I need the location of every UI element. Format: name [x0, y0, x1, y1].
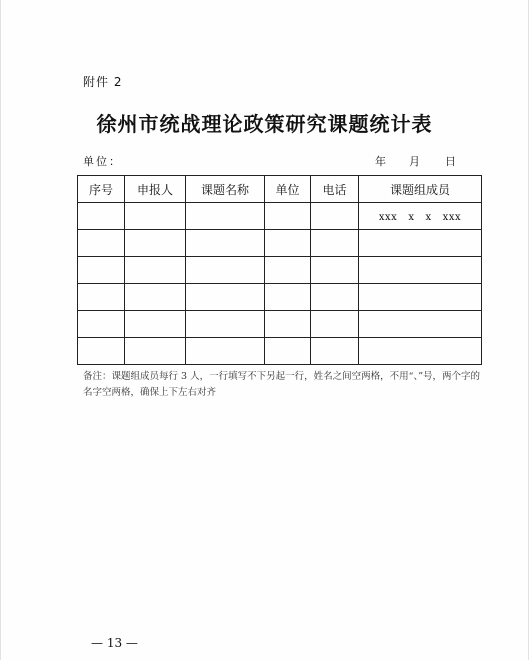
table-cell-members [359, 203, 482, 230]
table-cell [359, 338, 482, 365]
attachment-label: 附件 2 [83, 75, 123, 89]
table-cell [311, 338, 359, 365]
table-cell [125, 311, 186, 338]
table-cell [265, 284, 311, 311]
table-cell [78, 284, 125, 311]
table-cell [311, 230, 359, 257]
table-cell [186, 284, 265, 311]
table-cell [311, 203, 359, 230]
table-row [78, 230, 482, 257]
table-row [78, 338, 482, 365]
table-cell [311, 257, 359, 284]
table-cell [78, 257, 125, 284]
column-header-topic-name: 课题名称 [186, 176, 265, 203]
table-cell [125, 338, 186, 365]
member-names-sample: xxx x x xxx [378, 212, 462, 223]
table-cell [78, 230, 125, 257]
table-header-row [78, 176, 482, 203]
table-cell [78, 338, 125, 365]
column-header-index: 序号 [78, 176, 125, 203]
table-cell [186, 338, 265, 365]
table-cell [125, 203, 186, 230]
table-cell [265, 203, 311, 230]
table-cell [186, 203, 265, 230]
table-cell [125, 230, 186, 257]
table-cell [125, 257, 186, 284]
table-cell [78, 203, 125, 230]
statistics-table [77, 175, 482, 365]
table-note: 备注：课题组成员每行 3 人，一行填写不下另起一行，姓名之间空两格，不用“、”号，两个字的名字空两格，确保上下左右对齐 [83, 371, 481, 398]
table-cell [359, 230, 482, 257]
table-row [78, 257, 482, 284]
table-cell [359, 257, 482, 284]
table-cell [186, 311, 265, 338]
table-row [78, 284, 482, 311]
column-header-unit: 单位 [265, 176, 311, 203]
table-cell [265, 311, 311, 338]
page-number: — 13 — [91, 636, 138, 650]
table-cell [265, 338, 311, 365]
table-cell [186, 257, 265, 284]
table-cell [311, 284, 359, 311]
table-row [78, 203, 482, 230]
table-cell [359, 284, 482, 311]
date-month-label: 月 [409, 155, 420, 168]
column-header-applicant: 申报人 [125, 176, 186, 203]
column-header-members: 课题组成员 [359, 176, 482, 203]
date-day-label: 日 [445, 155, 456, 168]
table-cell [359, 311, 482, 338]
unit-label: 单位： [83, 155, 122, 168]
table-cell [78, 311, 125, 338]
table-cell [186, 230, 265, 257]
date-year-label: 年 [375, 155, 386, 168]
page-title: 徐州市统战理论政策研究课题统计表 [96, 112, 433, 136]
table-cell [265, 230, 311, 257]
column-header-phone: 电话 [311, 176, 359, 203]
table-cell [311, 311, 359, 338]
table-row [78, 311, 482, 338]
table-cell [265, 257, 311, 284]
table-cell [125, 284, 186, 311]
